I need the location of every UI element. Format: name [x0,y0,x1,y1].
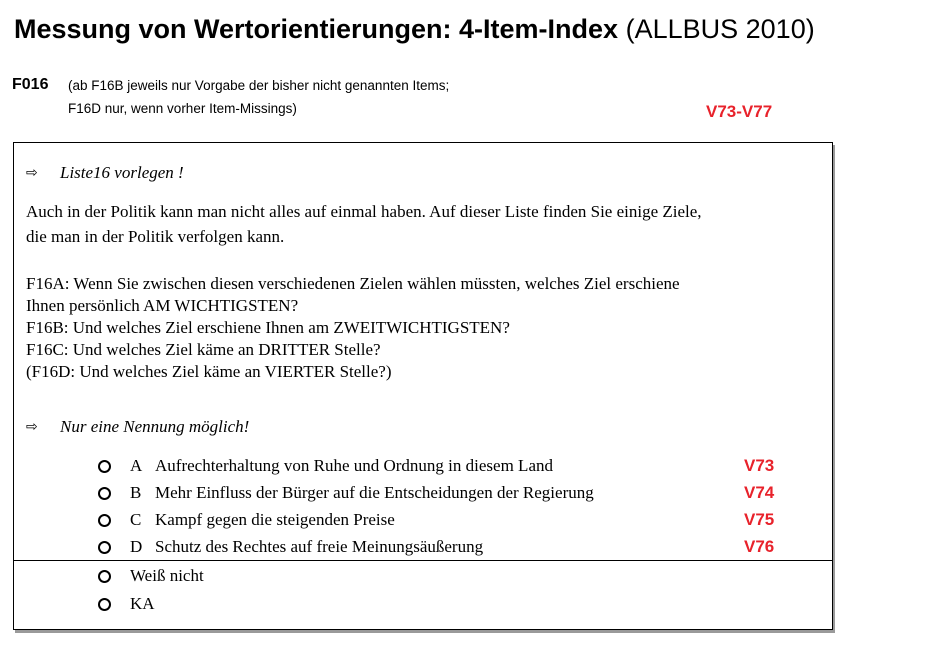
page-title-suffix: (ALLBUS 2010) [625,14,815,44]
radio-option-c[interactable] [98,514,111,527]
question-note-line1: (ab F16B jeweils nur Vorgabe der bisher nicht genannten Items; [68,78,450,93]
question-id: F016 [12,76,49,93]
option-label: KA [130,594,155,613]
question-text-line: (F16D: Und welches Ziel käme an VIERTER Stelle?) [26,362,392,381]
option-label: Schutz des Rechtes auf freie Meinungsäußerung [155,537,484,556]
question-text-line: F16C: Und welches Ziel käme an DRITTER Stelle? [26,340,381,359]
page-title-main: Messung von Wertorientierungen: 4-Item-Index [14,14,619,44]
arrow-icon: ⇨ [26,165,38,181]
radio-option-no-answer[interactable] [98,598,111,611]
question-box [13,142,833,630]
variable-range: V73-V77 [706,102,773,121]
radio-option-a[interactable] [98,460,111,473]
option-label: Aufrechterhaltung von Ruhe und Ordnung in diesem Land [155,456,553,475]
variable-code: V73 [744,456,775,475]
arrow-icon: ⇨ [26,419,38,435]
variable-code: V74 [744,483,775,502]
intro-text-line1: Auch in der Politik kann man nicht alles auf einmal haben. Auf dieser Liste finden Sie einige Ziele, [26,202,702,221]
question-text-line: Ihnen persönlich AM WICHTIGSTEN? [26,296,299,315]
intro-text-line2: die man in der Politik verfolgen kann. [26,227,285,246]
radio-option-d[interactable] [98,541,111,554]
option-letter: D [130,537,143,556]
page-title [14,14,815,45]
radio-option-dont-know[interactable] [98,570,111,583]
option-label: Weiß nicht [130,566,204,585]
option-label: Mehr Einfluss der Bürger auf die Entscheidungen der Regierung [155,483,594,502]
option-letter: B [130,483,142,502]
option-letter: A [130,456,143,475]
instruction-single-answer: Nur eine Nennung möglich! [60,417,250,436]
question-text-line: F16A: Wenn Sie zwischen diesen verschiedenen Zielen wählen müssten, welches Ziel erschiene [26,274,680,293]
option-label: Kampf gegen die steigenden Preise [155,510,395,529]
question-note-line2: F16D nur, wenn vorher Item-Missings) [68,101,297,116]
instruction-present-list: Liste16 vorlegen ! [60,163,184,182]
option-letter: C [130,510,142,529]
divider [14,560,832,561]
radio-option-b[interactable] [98,487,111,500]
variable-code: V75 [744,510,775,529]
variable-code: V76 [744,537,775,556]
question-text-line: F16B: Und welches Ziel erschiene Ihnen am ZWEITWICHTIGSTEN? [26,318,510,337]
